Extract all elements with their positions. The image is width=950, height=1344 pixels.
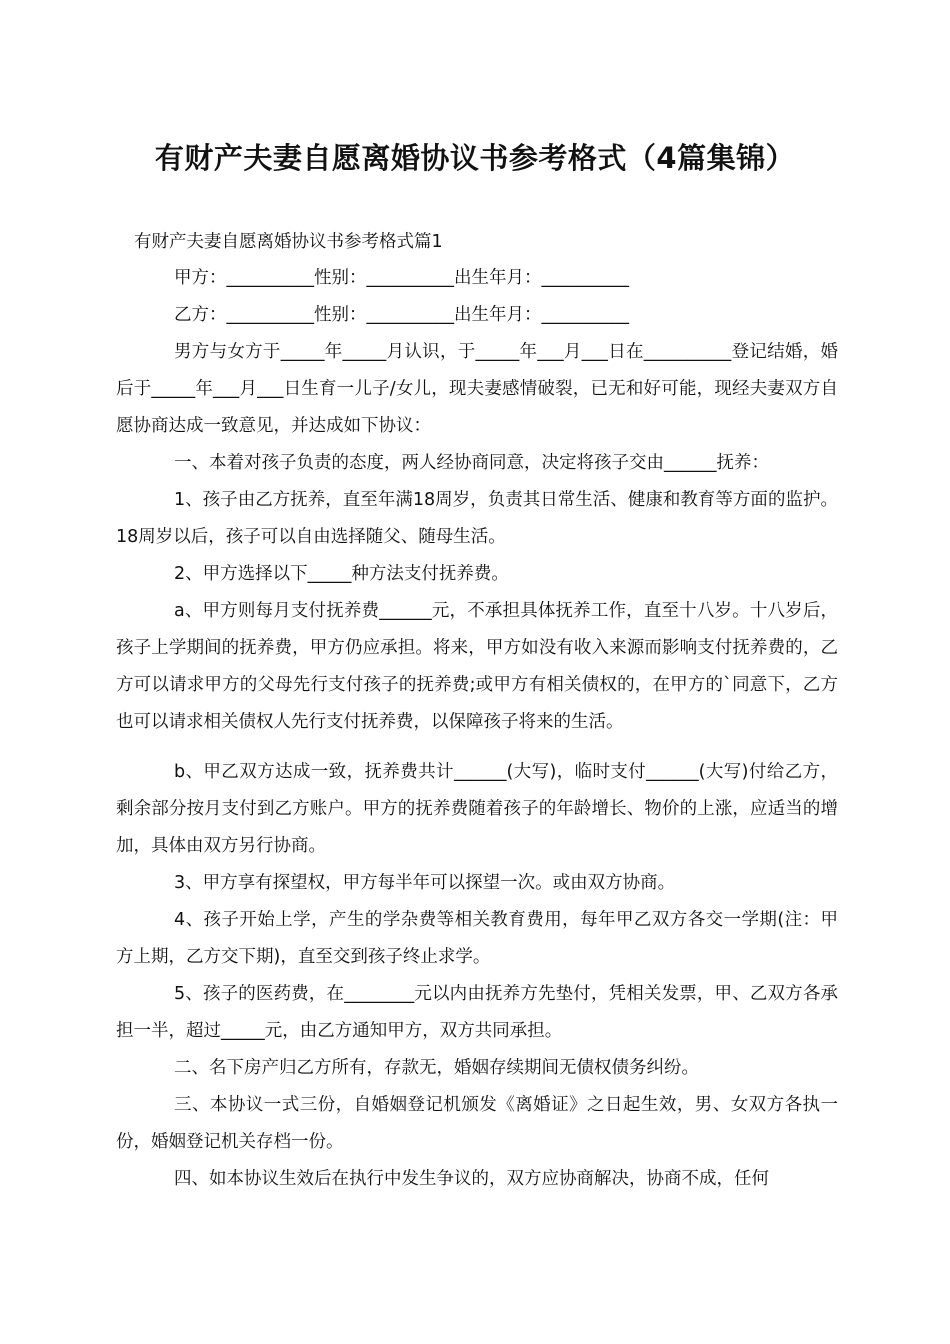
party-b-line: 乙方：__________性别：__________出生年月：__________ [174, 305, 629, 325]
section-heading: 有财产夫妻自愿离婚协议书参考格式篇1 [134, 232, 443, 252]
document-title: 有财产夫妻自愿离婚协议书参考格式（4篇集锦） [154, 141, 796, 175]
clause-1-item-2: 2、甲方选择以下_____种方法支付抚养费。 [174, 564, 509, 584]
clause-1-item-4: 4、孩子开始上学，产生的学杂费等相关教育费用，每年甲乙双方各交一学期(注：甲方上期，乙方交下期)，直至交到孩子终止求学。 [116, 910, 838, 967]
clause-4: 四、如本协议生效后在执行中发生争议的，双方应协商解决，协商不成，任何 [174, 1169, 769, 1189]
clause-1: 一、本着对孩子负责的态度，两人经协商同意，决定将孩子交由______抚养： [174, 453, 769, 473]
document-body [116, 260, 838, 1198]
clause-1-item-2a: a、甲方则每月支付抚养费______元，不承担具体抚养工作，直至十八岁。十八岁后，孩子上学期间的抚养费，甲方仍应承担。将来，甲方如没有收入来源而影响支付抚养费的，乙方可以请求甲方的父母先行支付孩子的抚养费;或甲方有相关债权的，在甲方的`同意下，乙方也可以请求相关债权人先行支付抚养费，以保障孩子将来的生活。 [116, 601, 838, 732]
intro-paragraph: 男方与女方于_____年_____月认识，于_____年___月___日在__________登记结婚，婚后于_____年___月___日生育一儿子/女儿，现夫妻感情破裂，已无和好可能，现经夫妻双方自愿协商达成一致意见，并达成如下协议： [116, 342, 838, 436]
clause-1-item-2b: b、甲乙双方达成一致，抚养费共计______(大写)，临时支付______(大写)付给乙方，剩余部分按月支付到乙方账户。甲方的抚养费随着孩子的年龄增长、物价的上涨，应适当的增加，具体由双方另行协商。 [116, 762, 838, 856]
party-a-line: 甲方：__________性别：__________出生年月：__________ [174, 268, 629, 288]
clause-3: 三、本协议一式三份，自婚姻登记机颁发《离婚证》之日起生效，男、女双方各执一份，婚姻登记机关存档一份。 [116, 1095, 838, 1152]
clause-1-item-1: 1、孩子由乙方抚养，直至年满18周岁，负责其日常生活、健康和教育等方面的监护。18周岁以后，孩子可以自由选择随父、随母生活。 [116, 490, 838, 547]
clause-2: 二、名下房产归乙方所有，存款无，婚姻存续期间无债权债务纠纷。 [174, 1058, 699, 1078]
clause-1-item-5: 5、孩子的医药费，在________元以内由抚养方先垫付，凭相关发票，甲、乙双方各承担一半，超过_____元，由乙方通知甲方，双方共同承担。 [116, 984, 838, 1041]
clause-1-item-3: 3、甲方享有探望权，甲方每半年可以探望一次。或由双方协商。 [174, 873, 676, 893]
